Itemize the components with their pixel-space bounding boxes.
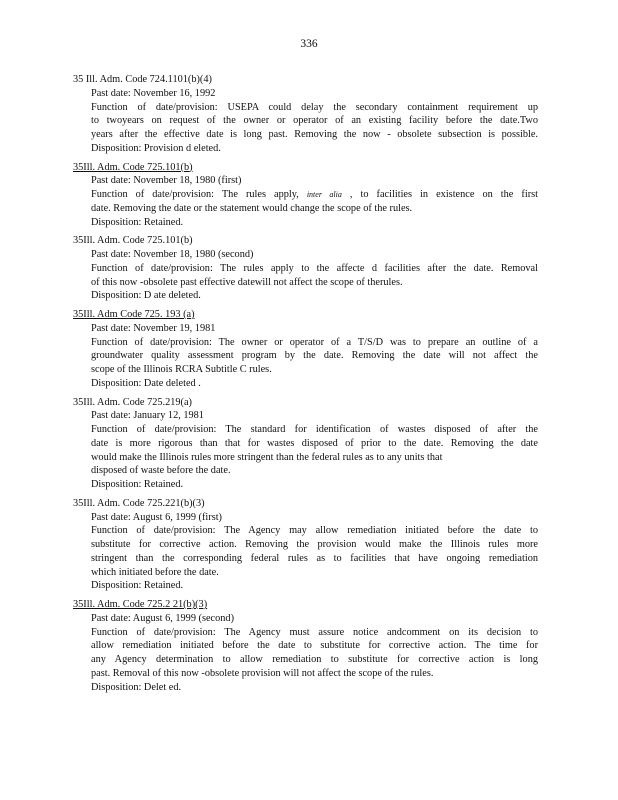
function-line: Function of date/provision: USEPA could delay the secondary containment requirement up [91, 101, 538, 113]
latin-phrase: inter alia [306, 190, 342, 199]
function-line: any Agency determination to allow remediation to substitute for corrective action is long [91, 654, 538, 665]
entry-citation: 35Ill. Adm. Code 725.2 21(b)(3) [73, 599, 208, 610]
entry-body [73, 612, 538, 695]
entry-body [73, 409, 538, 492]
entry-body [73, 174, 538, 229]
function-line: date. Removing the date or the statement would change the scope of the rules. [91, 202, 413, 214]
function-line: would make the Illinois rules more stringent than the federal rules as to any units that [91, 451, 443, 463]
function-line: Function of date/provision: The rules apply to the affecte d facilities after the date. Removal [91, 262, 538, 274]
entry-725-101-b-second [73, 234, 538, 303]
entry-citation: 35Ill. Adm. Code 725.101(b) [73, 235, 193, 247]
function-line: disposed of waste before the date. [91, 465, 231, 477]
function-line: which initiated before the date. [91, 566, 219, 578]
entry-citation: 35Ill. Adm. Code 725.221(b)(3) [73, 497, 205, 509]
function-line: Function of date/provision: The owner or operator of a T/S/D was to prepare an outline of a [91, 336, 538, 348]
entry-citation: 35Ill. Adm. Code 725.219(a) [73, 396, 192, 408]
function-line: to twoyears on request of the owner or operator of an existing facility before the date.Two [91, 115, 538, 127]
function-line: past. Removal of this now -obsolete provision will not affect the scope of the rules. [91, 667, 434, 679]
function-line: allow remediation initiated before the date to substitute for corrective action. The time for [91, 640, 538, 652]
entry-725-193-a [73, 308, 538, 391]
function-line: substitute for corrective action. Removing the provision would make the Illinois rules more [91, 539, 538, 550]
past-date: Past date: January 12, 1981 [91, 410, 204, 422]
entry-724-1101-b-4 [73, 73, 538, 156]
past-date: Past date: November 16, 1992 [91, 87, 216, 99]
function-line: Function of date/provision: The Agency may allow remediation initiated before the date to [91, 525, 538, 537]
entry-body [73, 322, 538, 391]
entry-citation: 35Ill. Adm. Code 725.101(b) [73, 161, 193, 173]
entry-body [73, 248, 538, 303]
entry-citation: 35Ill. Adm Code 725. 193 (a) [73, 309, 195, 320]
function-line: stringent than the corresponding federal rules as to facilities that have ongoing remediation [91, 552, 538, 564]
disposition: Disposition: D ate deleted. [91, 290, 201, 302]
function-text: , to facilities in existence on the first [341, 189, 538, 200]
function-line [91, 188, 538, 202]
entry-725-219-a [73, 396, 538, 492]
entries-list [73, 73, 538, 699]
page-number: 336 [300, 38, 318, 50]
entry-citation: 35 Ill. Adm. Code 724.1101(b)(4) [73, 74, 212, 85]
disposition: Disposition: Date deleted . [91, 377, 201, 389]
entry-725-221-b-3-second [73, 598, 538, 694]
function-line: Function of date/provision: The Agency must assure notice andcomment on its decision to [91, 626, 538, 638]
disposition: Disposition: Retained. [91, 216, 184, 228]
past-date: Past date: November 18, 1980 (second) [91, 249, 254, 260]
past-date: Past date: November 18, 1980 (first) [91, 175, 242, 187]
entry-725-221-b-3-first [73, 497, 538, 593]
disposition: Disposition: Provision d eleted. [91, 142, 221, 154]
function-line: of this now -obsolete past effective datewill not affect the scope of therules. [91, 276, 403, 288]
function-text: Function of date/provision: The rules apply, [91, 189, 299, 200]
entry-725-101-b-first [73, 161, 538, 230]
function-line: scope of the Illinois RCRA Subtitle C rules. [91, 364, 272, 375]
entry-body [73, 87, 538, 156]
function-line: years after the effective date is long past. Removing the now - obsolete subsection is possible. [91, 129, 538, 140]
function-line: Function of date/provision: The standard for identification of wastes disposed of after the [91, 424, 538, 435]
disposition: Disposition: Delet ed. [91, 681, 182, 693]
disposition: Disposition: Retained. [91, 580, 184, 592]
entry-body [73, 511, 538, 594]
past-date: Past date: August 6, 1999 (first) [91, 511, 222, 523]
function-line: groundwater quality assessment program by the date. Removing the date will not affect the [91, 350, 538, 362]
past-date: Past date: August 6, 1999 (second) [91, 612, 234, 624]
disposition: Disposition: Retained. [91, 479, 184, 490]
function-line: date is more rigorous than that for wastes disposed of prior to the date. Removing the date [91, 437, 538, 449]
past-date: Past date: November 19, 1981 [91, 322, 216, 334]
